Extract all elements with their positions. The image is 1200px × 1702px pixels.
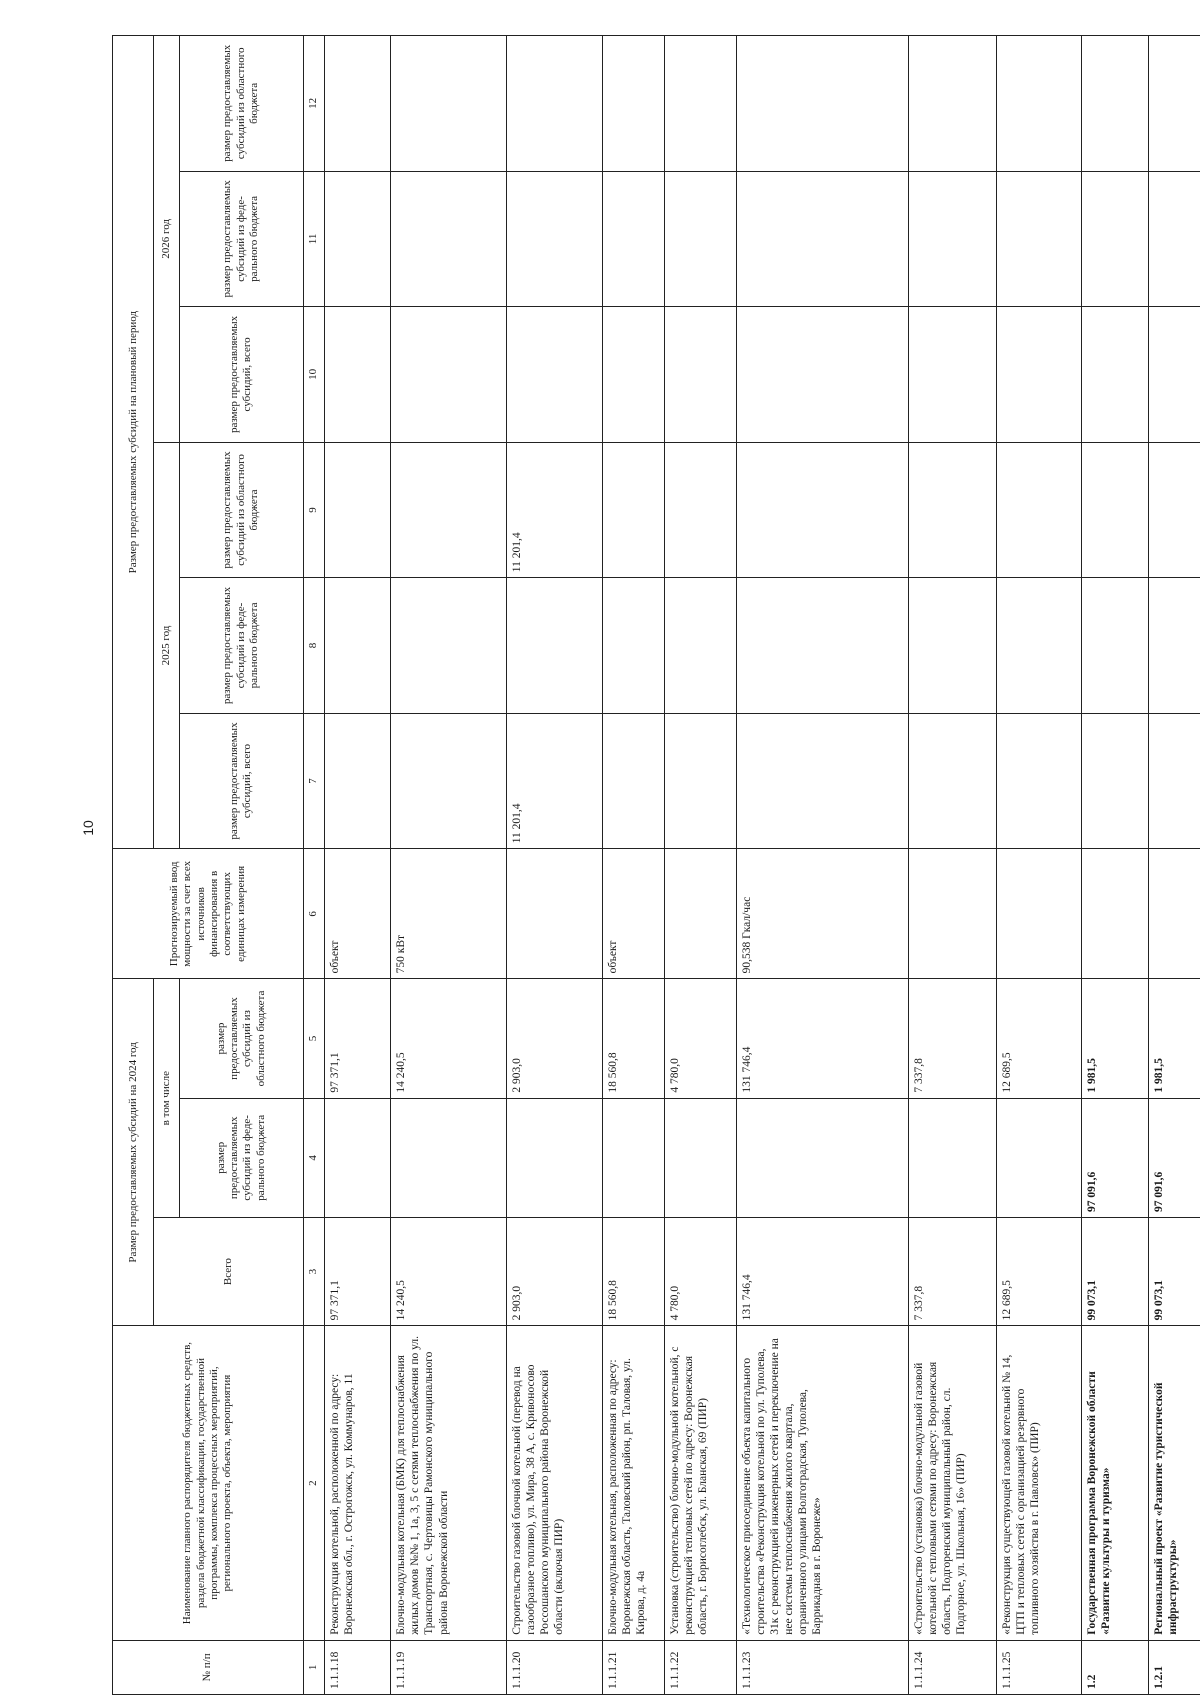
capacity: объект (324, 849, 391, 979)
row-number: 1.1.1.21 (603, 1640, 665, 1694)
regional-2025 (909, 442, 996, 578)
header-2026-federal: размер предоставляемых субсидий из феде-рального бюджета (179, 171, 303, 307)
regional-2024: 97 371,1 (324, 979, 391, 1098)
row-name: Региональный проект «Развитие туристической инфраструктуры» (1148, 1326, 1200, 1640)
row-name: Блочно-модульная котельная (БМК) для теплоснабжения жилых домов №№ 1, 1а, 3, 5 с сетями теплоснабжения по ул. Транспортная, с. Чертовицы Рамонского муниципального района Воронежской области (391, 1326, 506, 1640)
federal-2024: 97 091,6 (1148, 1098, 1200, 1217)
header-2026-regional: размер предоставляемых субсидий из областного бюджета (179, 36, 303, 172)
page-number: 10 (79, 820, 96, 836)
column-number: 4 (304, 1098, 325, 1217)
federal-2026 (736, 171, 909, 307)
regional-2026 (506, 36, 603, 172)
regional-2026 (1081, 36, 1148, 172)
federal-2024 (603, 1098, 665, 1217)
total-2025 (391, 713, 506, 849)
regional-2026 (996, 36, 1081, 172)
total-2026 (391, 307, 506, 443)
header-2024-regional: размер предоставляемых субсидий из областного бюджета (179, 979, 303, 1098)
regional-2025 (665, 442, 736, 578)
federal-2024 (324, 1098, 391, 1217)
row-name: Строительство газовой блочной котельной (перевод на газообразное топливо), ул. Мира, 38 А, с. Кривоносово Россошанского муниципального района Воронежской области (включая ПИР) (506, 1326, 603, 1640)
federal-2024 (996, 1098, 1081, 1217)
regional-2026 (909, 36, 996, 172)
total-2024: 97 371,1 (324, 1217, 391, 1325)
total-2026 (665, 307, 736, 443)
regional-2025 (1148, 442, 1200, 578)
header-2025-federal: размер предоставляемых субсидий из феде-рального бюджета (179, 578, 303, 714)
total-2024: 2 903,0 (506, 1217, 603, 1325)
regional-2026 (1148, 36, 1200, 172)
total-2026 (324, 307, 391, 443)
federal-2025 (665, 578, 736, 714)
federal-2026 (665, 171, 736, 307)
column-number: 3 (304, 1217, 325, 1325)
table-row (603, 36, 665, 1695)
federal-2026 (324, 171, 391, 307)
table-row (736, 36, 909, 1695)
header-including: в том числе (154, 979, 179, 1218)
total-2025 (324, 713, 391, 849)
table-row (506, 36, 603, 1695)
federal-2026 (506, 171, 603, 307)
regional-2026 (603, 36, 665, 172)
total-2026 (603, 307, 665, 443)
federal-2025 (1081, 578, 1148, 714)
total-2025 (603, 713, 665, 849)
column-number: 12 (304, 36, 325, 172)
total-2026 (1081, 307, 1148, 443)
capacity (996, 849, 1081, 979)
row-number: 1.2.1 (1148, 1640, 1200, 1694)
capacity: объект (603, 849, 665, 979)
header-2025-total: размер предоставляемых субсидий, всего (179, 713, 303, 849)
total-2024: 4 780,0 (665, 1217, 736, 1325)
regional-2025 (391, 442, 506, 578)
total-2024: 18 560,8 (603, 1217, 665, 1325)
regional-2025 (736, 442, 909, 578)
header-total: Всего (154, 1217, 304, 1325)
capacity: 750 кВт (391, 849, 506, 979)
row-name: «Реконструкция существующей газовой котельной № 14, ЦТП и тепловых сетей с организацией резервного топливного хозяйства в г. Павловск» (ПИР) (996, 1326, 1081, 1640)
regional-2026 (736, 36, 909, 172)
federal-2024 (736, 1098, 909, 1217)
row-number: 1.1.1.23 (736, 1640, 909, 1694)
table-row (909, 36, 996, 1695)
row-number: 1.1.1.18 (324, 1640, 391, 1694)
federal-2026 (1081, 171, 1148, 307)
row-number: 1.1.1.19 (391, 1640, 506, 1694)
federal-2024 (391, 1098, 506, 1217)
total-2025 (909, 713, 996, 849)
capacity (1081, 849, 1148, 979)
column-number: 11 (304, 171, 325, 307)
column-numbers-row (304, 36, 325, 1695)
federal-2026 (391, 171, 506, 307)
row-name: Установка (строительство) блочно-модульной котельной, с реконструкцией тепловых сетей по адресу: Воронежская область, г. Борисоглебск, ул. Бланская, 69 (ПИР) (665, 1326, 736, 1640)
regional-2024: 18 560,8 (603, 979, 665, 1098)
total-2026 (909, 307, 996, 443)
table-row (391, 36, 506, 1695)
total-2025 (996, 713, 1081, 849)
federal-2025 (391, 578, 506, 714)
federal-2024: 97 091,6 (1081, 1098, 1148, 1217)
column-number: 5 (304, 979, 325, 1098)
total-2026 (1148, 307, 1200, 443)
regional-2026 (665, 36, 736, 172)
federal-2026 (996, 171, 1081, 307)
capacity: 90,538 Гкал/час (736, 849, 909, 979)
federal-2026 (1148, 171, 1200, 307)
header-planned-period: Размер предоставляемых субсидий на плановый период (113, 36, 154, 849)
federal-2025 (1148, 578, 1200, 714)
table-row (324, 36, 391, 1695)
regional-2026 (324, 36, 391, 172)
header-capacity: Прогнозируемый ввод мощности за счет всех источников финансирования в соответствующих единицах измерения (113, 849, 304, 979)
row-number: 1.2 (1081, 1640, 1148, 1694)
regional-2024: 14 240,5 (391, 979, 506, 1098)
total-2025 (1081, 713, 1148, 849)
row-number: 1.1.1.20 (506, 1640, 603, 1694)
column-number: 9 (304, 442, 325, 578)
regional-2024: 2 903,0 (506, 979, 603, 1098)
federal-2024 (506, 1098, 603, 1217)
regional-2025 (603, 442, 665, 578)
total-2024: 131 746,4 (736, 1217, 909, 1325)
header-2026-total: размер предоставляемых субсидий, всего (179, 307, 303, 443)
regional-2025 (996, 442, 1081, 578)
total-2026 (996, 307, 1081, 443)
capacity (506, 849, 603, 979)
regional-2026 (391, 36, 506, 172)
federal-2024 (909, 1098, 996, 1217)
total-2026 (506, 307, 603, 443)
row-name: Государственная программа Воронежской области «Развитие культуры и туризма» (1081, 1326, 1148, 1640)
federal-2026 (603, 171, 665, 307)
row-number: 1.1.1.24 (909, 1640, 996, 1694)
total-2024: 99 073,1 (1081, 1217, 1148, 1325)
header-year-2026: 2026 год (154, 36, 179, 443)
table-row (996, 36, 1081, 1695)
row-name: Блочно-модульная котельная, расположенная по адресу: Воронежская область, Таловский район, рп. Таловая, ул. Кирова, д. 4а (603, 1326, 665, 1640)
row-number: 1.1.1.22 (665, 1640, 736, 1694)
row-name: «Строительство (установка) блочно-модульной газовой котельной с тепловыми сетями по адресу: Воронежская область, Подгоренский муниципальный район, сл. Подгорное, ул. Школьная, 16» (ПИР) (909, 1326, 996, 1640)
total-2025 (736, 713, 909, 849)
row-name: «Технологическое присоединение объекта капитального строительства «Реконструкция котельной по ул. Туполева, 31к с реконструкцией инженерных сетей и переключение на нее системы теплоснабжения жилого квартала, ограниченного улицами Волгоградская, Туполева, Баррикадная в г. Воронеже» (736, 1326, 909, 1640)
subsidies-table (112, 35, 1200, 1695)
regional-2024: 1 981,5 (1081, 979, 1148, 1098)
header-2024-federal: размер предоставляемых субсидий из феде-рального бюджета (179, 1098, 303, 1217)
capacity (1148, 849, 1200, 979)
federal-2025 (603, 578, 665, 714)
total-2024: 7 337,8 (909, 1217, 996, 1325)
header-subsidies-2024: Размер предоставляемых субсидий на 2024 год (113, 979, 154, 1326)
federal-2025 (996, 578, 1081, 714)
capacity (665, 849, 736, 979)
column-number: 1 (304, 1640, 325, 1694)
regional-2025 (1081, 442, 1148, 578)
federal-2025 (909, 578, 996, 714)
header-name: Наименование главного распорядителя бюджетных средств, раздела бюджетной классификации, государственной программы, комплекса процессных мероприятий, регионального проекта, объекта, мероприятия (113, 1326, 304, 1640)
row-name: Реконструкция котельной, расположенной по адресу: Воронежская обл., г. Острогожск, ул. Коммунаров, 11 (324, 1326, 391, 1640)
federal-2025 (324, 578, 391, 714)
column-number: 6 (304, 849, 325, 979)
regional-2024: 1 981,5 (1148, 979, 1200, 1098)
column-number: 2 (304, 1326, 325, 1640)
regional-2024: 7 337,8 (909, 979, 996, 1098)
header-no: № п/п (113, 1640, 304, 1694)
total-2026 (736, 307, 909, 443)
regional-2024: 12 689,5 (996, 979, 1081, 1098)
capacity (909, 849, 996, 979)
column-number: 10 (304, 307, 325, 443)
rotated-page (112, 35, 1200, 1695)
regional-2025: 11 201,4 (506, 442, 603, 578)
total-2024: 12 689,5 (996, 1217, 1081, 1325)
header-2025-regional: размер предоставляемых субсидий из областного бюджета (179, 442, 303, 578)
row-number: 1.1.1.25 (996, 1640, 1081, 1694)
table-row (665, 36, 736, 1695)
table-row (1081, 36, 1148, 1695)
total-2025: 11 201,4 (506, 713, 603, 849)
federal-2024 (665, 1098, 736, 1217)
total-2024: 99 073,1 (1148, 1217, 1200, 1325)
federal-2025 (506, 578, 603, 714)
total-2025 (665, 713, 736, 849)
federal-2025 (736, 578, 909, 714)
column-number: 8 (304, 578, 325, 714)
regional-2025 (324, 442, 391, 578)
total-2024: 14 240,5 (391, 1217, 506, 1325)
regional-2024: 131 746,4 (736, 979, 909, 1098)
column-number: 7 (304, 713, 325, 849)
regional-2024: 4 780,0 (665, 979, 736, 1098)
table-row (1148, 36, 1200, 1695)
federal-2026 (909, 171, 996, 307)
total-2025 (1148, 713, 1200, 849)
header-row-1 (113, 36, 154, 1695)
header-year-2025: 2025 год (154, 442, 179, 849)
